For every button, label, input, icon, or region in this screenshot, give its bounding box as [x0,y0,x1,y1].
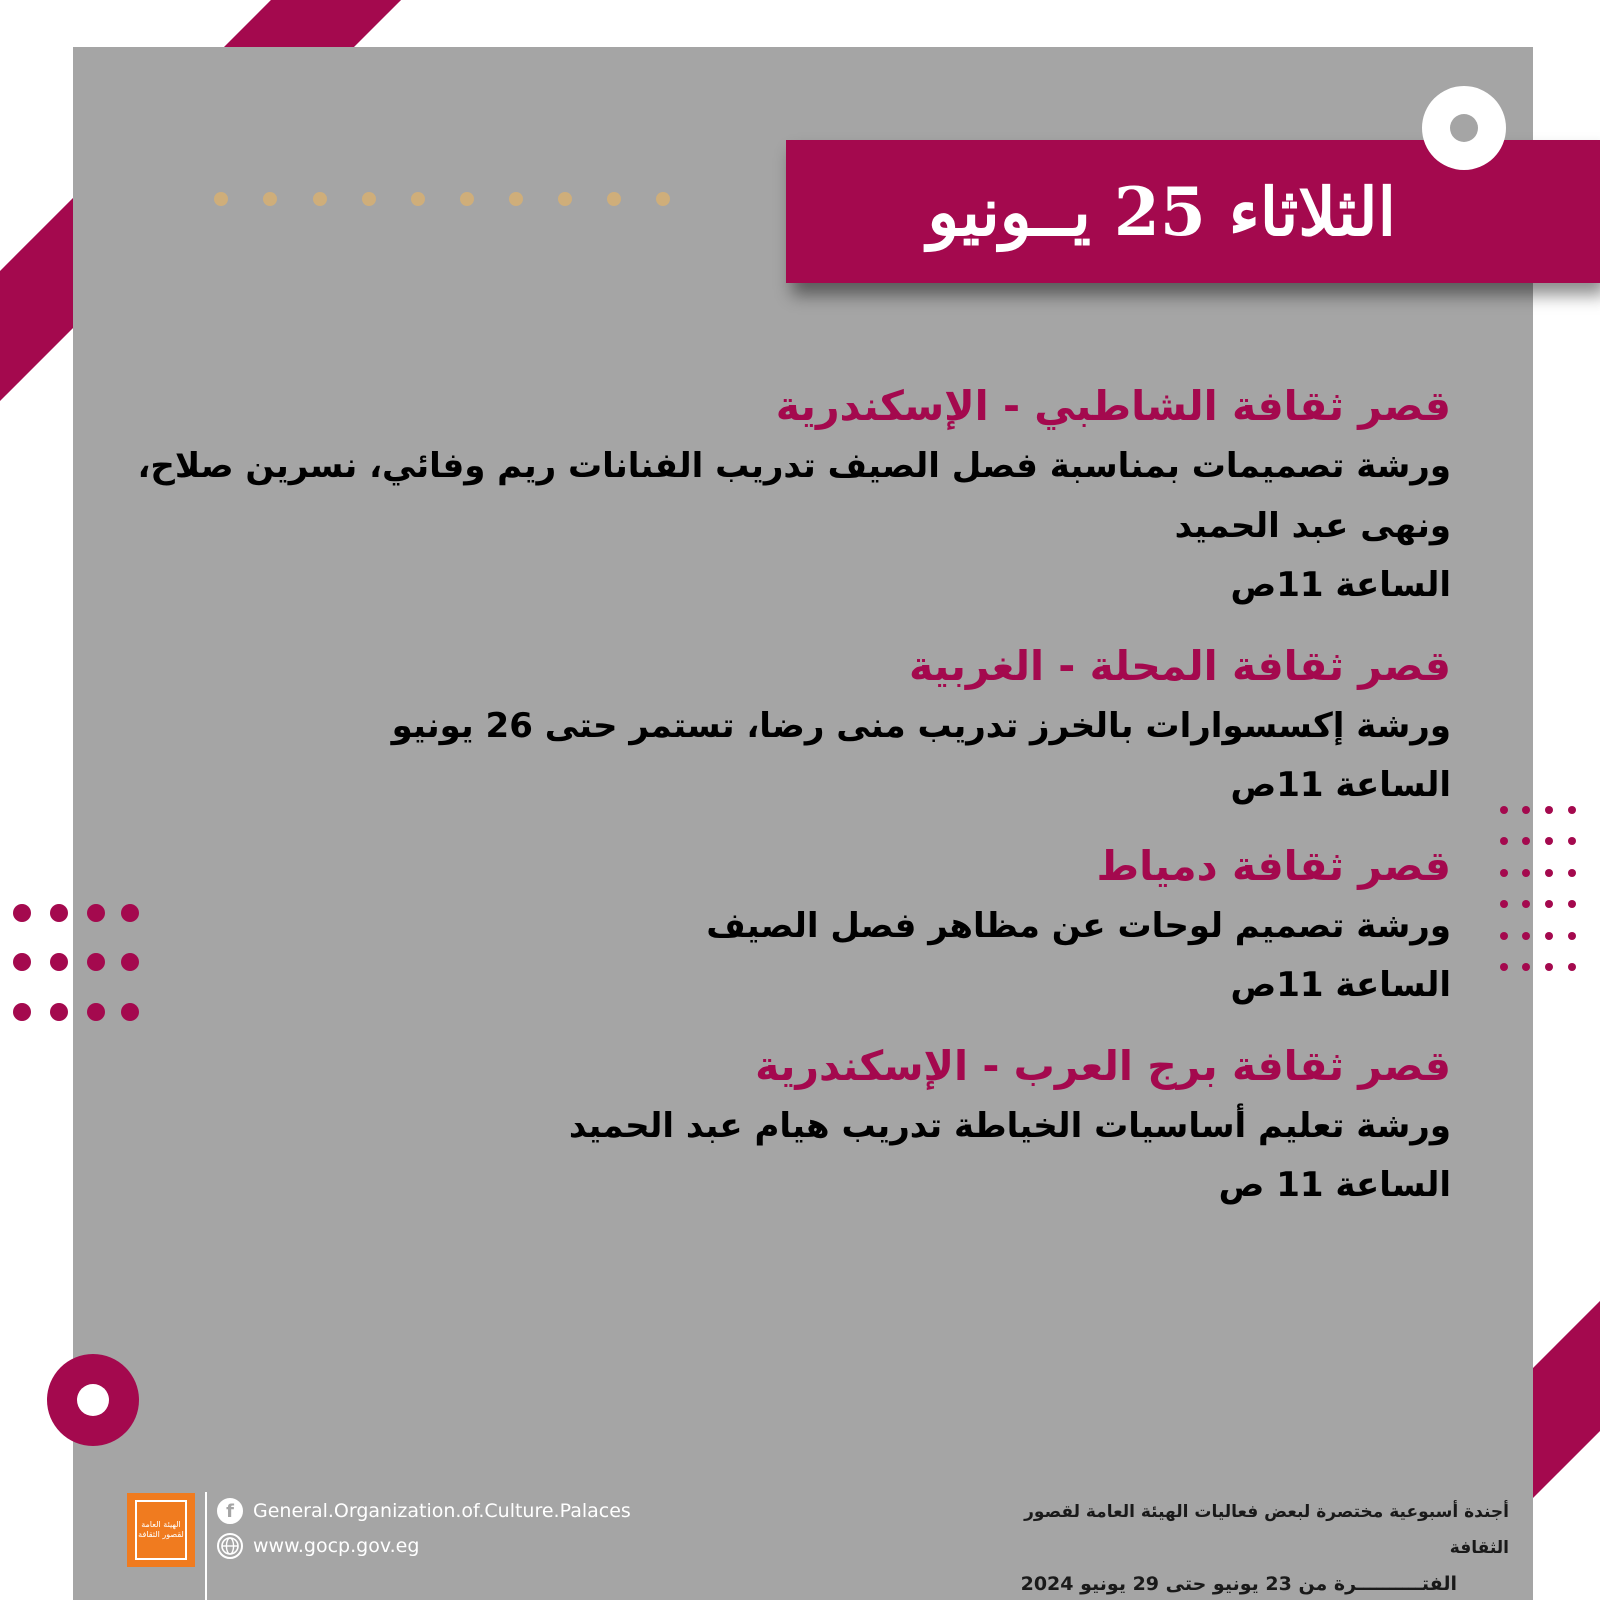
decor-dot [1545,806,1553,814]
event-venue: قصر ثقافة برج العرب - الإسكندرية [755,1042,1451,1090]
event-venue: قصر ثقافة المحلة - الغربية [908,642,1451,690]
event-venue: قصر ثقافة الشاطبي - الإسكندرية [775,382,1451,430]
facebook-handle: General.Organization.of.Culture.Palaces [253,1500,631,1522]
decor-ring-bottom-left [47,1354,139,1446]
event-time: الساعة 11ص [1230,965,1451,1005]
decor-dot [1522,963,1530,971]
decor-dot [460,192,474,206]
decor-dot [558,192,572,206]
facebook-link[interactable] [217,1498,631,1524]
decor-dot [1500,900,1508,908]
organization-logo [127,1493,195,1567]
decor-dot [1545,963,1553,971]
decor-dot [87,953,105,971]
decor-dot [50,953,68,971]
facebook-icon: f [217,1498,243,1524]
decor-dot [1522,806,1530,814]
decor-dot [87,904,105,922]
decor-dot [1568,900,1576,908]
decor-dot [362,192,376,206]
footer-divider [205,1492,207,1600]
decor-dot [1545,932,1553,940]
event-item [111,636,1451,814]
decor-dot [1500,837,1508,845]
website-url: www.gocp.gov.eg [253,1535,420,1557]
agenda-period: الفتــــــــــرة من 23 يونيو حتى 29 يونيو 2024 [1020,1573,1457,1595]
decor-dot [1500,806,1508,814]
decor-dot [1522,837,1530,845]
event-description: ورشة تصميمات بمناسبة فصل الصيف تدريب الفنانات ريم وفائي، نسرين صلاح، [137,446,1451,486]
decor-dot [1568,837,1576,845]
logo-mark [135,1500,187,1560]
decor-dot [656,192,670,206]
event-item [111,836,1451,1014]
event-venue: قصر ثقافة دمياط [1096,842,1451,890]
decor-dot [411,192,425,206]
decor-dot [50,1003,68,1021]
decor-dot [87,1003,105,1021]
decor-dot [1500,932,1508,940]
decor-dot [1545,900,1553,908]
decor-dot [1500,963,1508,971]
event-description: ورشة تصميم لوحات عن مظاهر فصل الصيف [706,906,1451,946]
decor-dot [1545,869,1553,877]
decor-dot [1500,869,1508,877]
decor-dot [1568,932,1576,940]
decor-dot [1568,869,1576,877]
event-item [111,376,1451,614]
decor-dot [1545,837,1553,845]
event-description: ورشة تعليم أساسيات الخياطة تدريب هيام عبد الحميد [568,1106,1451,1146]
event-description: ونهى عبد الحميد [1174,506,1451,546]
agenda-note: أجندة أسبوعية مختصرة لبعض فعاليات الهيئة العامة لقصور الثقافة [1024,1502,1509,1558]
decor-dot [1522,869,1530,877]
event-time: الساعة 11ص [1230,565,1451,605]
event-time: الساعة 11 ص [1218,1165,1451,1205]
decor-ring-top-right [1422,86,1506,170]
decor-dot [13,904,31,922]
decor-dot [1522,932,1530,940]
website-link[interactable] [217,1533,419,1559]
decor-dot [263,192,277,206]
event-list [111,376,1451,1236]
decor-dot [13,953,31,971]
footer-note [989,1494,1509,1600]
decor-dot [1568,963,1576,971]
globe-icon [217,1533,243,1559]
decor-dot [1568,806,1576,814]
event-description: ورشة إكسسوارات بالخرز تدريب منى رضا، تستمر حتى 26 يونيو [391,706,1451,746]
event-item [111,1036,1451,1214]
decor-dot [50,904,68,922]
decor-dot [607,192,621,206]
decor-dot [509,192,523,206]
page-title: الثلاثاء 25 يــونيو [927,172,1396,251]
decor-dot [313,192,327,206]
logo-text: الهيئة العامة لقصور الثقافة [138,1520,184,1539]
event-time: الساعة 11ص [1230,765,1451,805]
decor-dot [214,192,228,206]
decor-dot [13,1003,31,1021]
decor-dot [1522,900,1530,908]
